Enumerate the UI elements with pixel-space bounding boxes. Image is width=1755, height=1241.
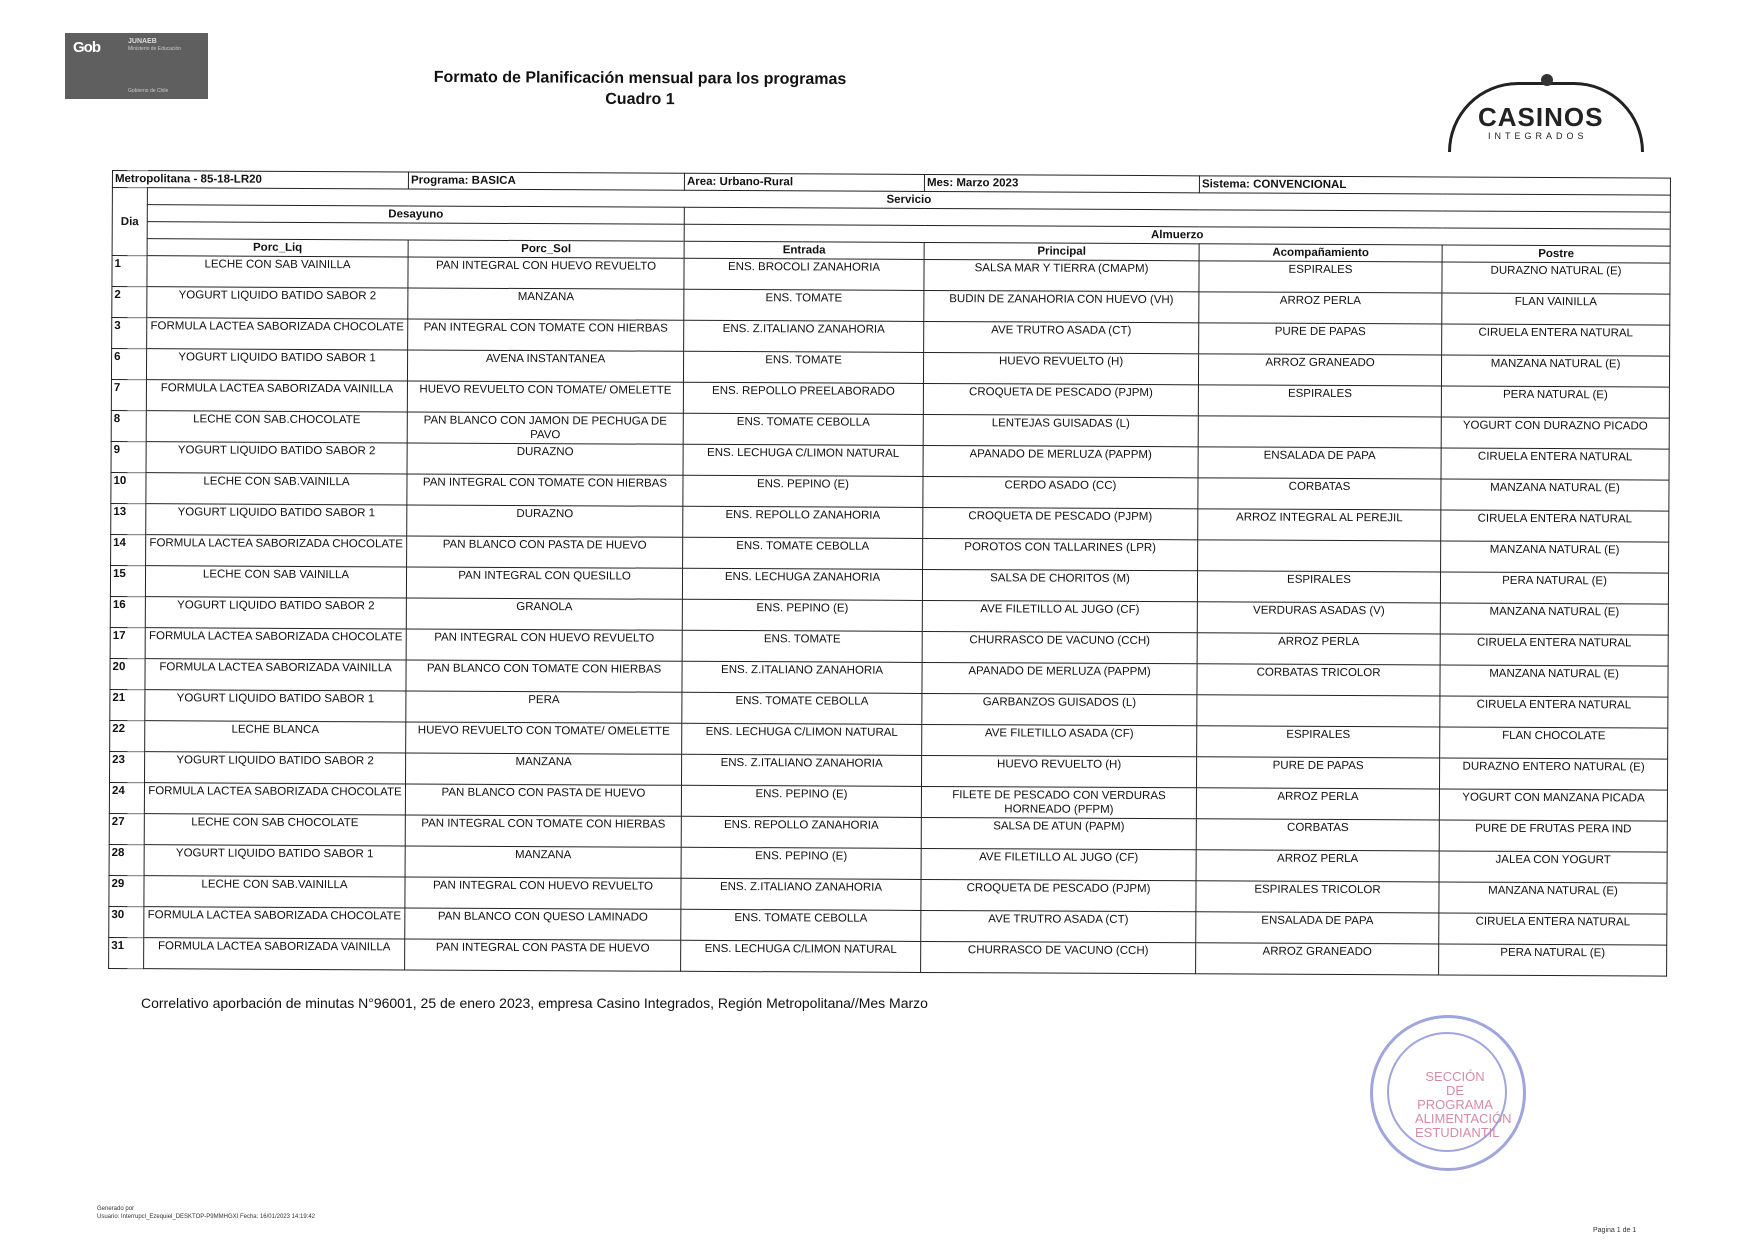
entrada-cell: ENS. BROCOLI ZANAHORIA bbox=[684, 258, 924, 290]
principal-cell: APANADO DE MERLUZA (PAPPM) bbox=[923, 445, 1198, 477]
principal-cell: LENTEJAS GUISADAS (L) bbox=[923, 414, 1198, 446]
header-sistema: Sistema: CONVENCIONAL bbox=[1199, 176, 1670, 195]
day-cell: 17 bbox=[110, 627, 145, 658]
acompanamiento-cell: ARROZ PERLA bbox=[1196, 788, 1439, 820]
day-cell: 29 bbox=[109, 875, 144, 906]
porc-sol-cell: MANZANA bbox=[405, 846, 681, 878]
entrada-cell: ENS. LECHUGA C/LIMON NATURAL bbox=[682, 723, 922, 755]
day-cell: 24 bbox=[109, 782, 144, 813]
acompanamiento-cell: ARROZ PERLA bbox=[1199, 292, 1442, 324]
porc-sol-cell: PAN BLANCO CON TOMATE CON HIERBAS bbox=[406, 660, 682, 692]
acompanamiento-cell: ARROZ PERLA bbox=[1196, 850, 1439, 882]
stamp-text: SECCIÓN DE PROGRAMA ALIMENTACIÓN ESTUDIANTIL bbox=[1415, 1069, 1512, 1140]
entrada-cell: ENS. Z.ITALIANO ZANAHORIA bbox=[682, 661, 922, 693]
acompanamiento-cell: ESPIRALES bbox=[1197, 726, 1440, 758]
entrada-cell: ENS. Z.ITALIANO ZANAHORIA bbox=[682, 754, 922, 786]
porc-liq-cell: YOGURT LIQUIDO BATIDO SABOR 1 bbox=[145, 690, 406, 722]
porc-sol-cell: GRANOLA bbox=[406, 598, 682, 630]
principal-cell: SALSA MAR Y TIERRA (CMAPM) bbox=[924, 259, 1199, 291]
porc-liq-cell: FORMULA LACTEA SABORIZADA VAINILLA bbox=[144, 938, 405, 970]
day-cell: 7 bbox=[111, 379, 146, 410]
title-line1: Formato de Planificación mensual para los programas bbox=[433, 68, 847, 89]
porc-sol-cell: AVENA INSTANTANEA bbox=[407, 350, 683, 382]
entrada-cell: ENS. REPOLLO ZANAHORIA bbox=[683, 506, 923, 538]
header-mes: Mes: Marzo 2023 bbox=[924, 174, 1199, 192]
logo-name: JUNAEB bbox=[128, 38, 157, 45]
footer-note: Correlativo aporbación de minutas N°96001, 25 de enero 2023, empresa Casino Integrados, Región Metropolitana//Mes Marzo bbox=[141, 995, 928, 1011]
acompanamiento-cell: CORBATAS bbox=[1198, 478, 1441, 510]
day-cell: 30 bbox=[109, 906, 144, 937]
principal-cell: SALSA DE ATUN (PAPM) bbox=[921, 817, 1196, 849]
postre-cell: CIRUELA ENTERA NATURAL bbox=[1442, 324, 1670, 356]
porc-sol-cell: MANZANA bbox=[408, 288, 684, 320]
day-cell: 6 bbox=[111, 349, 146, 380]
entrada-cell: ENS. PEPINO (E) bbox=[682, 599, 922, 631]
header-area: Area: Urbano-Rural bbox=[684, 173, 924, 191]
day-cell: 22 bbox=[110, 720, 145, 751]
postre-cell: FLAN VAINILLA bbox=[1442, 293, 1670, 325]
principal-cell: AVE FILETILLO AL JUGO (CF) bbox=[921, 848, 1196, 880]
porc-sol-cell: PAN BLANCO CON PASTA DE HUEVO bbox=[405, 784, 681, 816]
entrada-cell: ENS. TOMATE bbox=[684, 289, 924, 321]
principal-cell: CERDO ASADO (CC) bbox=[923, 476, 1198, 508]
planning-sheet bbox=[108, 170, 1670, 977]
entrada-cell: ENS. PEPINO (E) bbox=[681, 785, 921, 817]
porc-liq-cell: YOGURT LIQUIDO BATIDO SABOR 2 bbox=[145, 597, 406, 629]
porc-sol-cell: PERA bbox=[406, 691, 682, 723]
postre-cell: PERA NATURAL (E) bbox=[1440, 572, 1668, 604]
acompanamiento-cell: ARROZ PERLA bbox=[1197, 633, 1440, 665]
porc-sol-cell: HUEVO REVUELTO CON TOMATE/ OMELETTE bbox=[407, 381, 683, 413]
porc-sol-cell: PAN INTEGRAL CON PASTA DE HUEVO bbox=[405, 939, 681, 971]
acompanamiento-cell: ARROZ GRANEADO bbox=[1198, 354, 1441, 386]
postre-cell: DURAZNO ENTERO NATURAL (E) bbox=[1440, 758, 1668, 790]
postre-cell: CIRUELA ENTERA NATURAL bbox=[1440, 634, 1668, 666]
acompanamiento-cell: ENSALADA DE PAPA bbox=[1198, 447, 1441, 479]
principal-cell: BUDIN DE ZANAHORIA CON HUEVO (VH) bbox=[924, 290, 1199, 322]
porc-sol-cell: PAN BLANCO CON QUESO LAMINADO bbox=[405, 908, 681, 940]
day-cell: 27 bbox=[109, 813, 144, 844]
day-cell: 9 bbox=[111, 441, 146, 472]
entrada-cell: ENS. PEPINO (E) bbox=[681, 847, 921, 879]
porc-liq-cell: YOGURT LIQUIDO BATIDO SABOR 1 bbox=[146, 504, 407, 536]
porc-liq-cell: LECHE CON SAB VAINILLA bbox=[145, 566, 406, 598]
postre-cell: YOGURT CON DURAZNO PICADO bbox=[1441, 417, 1669, 449]
day-cell: 28 bbox=[109, 844, 144, 875]
acompanamiento-cell: ARROZ GRANEADO bbox=[1196, 943, 1439, 975]
entrada-cell: ENS. TOMATE CEBOLLA bbox=[683, 537, 923, 569]
porc-liq-cell: FORMULA LACTEA SABORIZADA CHOCOLATE bbox=[144, 783, 405, 815]
planning-table bbox=[108, 170, 1671, 977]
porc-sol-cell: PAN BLANCO CON PASTA DE HUEVO bbox=[407, 536, 683, 568]
porc-liq-cell: LECHE CON SAB.VAINILLA bbox=[146, 473, 407, 505]
postre-cell: MANZANA NATURAL (E) bbox=[1440, 665, 1668, 697]
postre-cell: CIRUELA ENTERA NATURAL bbox=[1441, 448, 1669, 480]
porc-liq-cell: FORMULA LACTEA SABORIZADA CHOCOLATE bbox=[146, 535, 407, 567]
day-cell: 14 bbox=[111, 534, 146, 565]
porc-sol-cell: PAN BLANCO CON JAMON DE PECHUGA DE PAVO bbox=[407, 412, 683, 444]
entrada-cell: ENS. REPOLLO PREELABORADO bbox=[683, 382, 923, 414]
porc-liq-cell: LECHE CON SAB.VAINILLA bbox=[144, 876, 405, 908]
acompanamiento-cell: ARROZ INTEGRAL AL PEREJIL bbox=[1198, 509, 1441, 541]
principal-cell: HUEVO REVUELTO (H) bbox=[922, 755, 1197, 787]
porc-sol-cell: PAN INTEGRAL CON HUEVO REVUELTO bbox=[406, 629, 682, 661]
postre-cell: DURAZNO NATURAL (E) bbox=[1442, 262, 1670, 294]
postre-cell: MANZANA NATURAL (E) bbox=[1441, 541, 1669, 573]
porc-sol-cell: MANZANA bbox=[406, 753, 682, 785]
acompanamiento-cell: ESPIRALES bbox=[1199, 261, 1442, 293]
porc-liq-cell: YOGURT LIQUIDO BATIDO SABOR 1 bbox=[146, 349, 407, 381]
day-cell: 3 bbox=[112, 318, 147, 349]
porc-liq-cell: YOGURT LIQUIDO BATIDO SABOR 2 bbox=[145, 752, 406, 784]
acompanamiento-cell bbox=[1197, 695, 1440, 727]
porc-liq-cell: FORMULA LACTEA SABORIZADA CHOCOLATE bbox=[147, 318, 408, 350]
porc-liq-cell: LECHE CON SAB VAINILLA bbox=[147, 256, 408, 288]
postre-cell: JALEA CON YOGURT bbox=[1439, 851, 1667, 883]
logo-mark: Gob bbox=[73, 39, 100, 56]
principal-cell: CROQUETA DE PESCADO (PJPM) bbox=[923, 507, 1198, 539]
postre-cell: CIRUELA ENTERA NATURAL bbox=[1441, 510, 1669, 542]
logo-brand: CASINOS bbox=[1478, 102, 1604, 132]
porc-liq-cell: LECHE CON SAB CHOCOLATE bbox=[144, 814, 405, 846]
col-acompanamiento: Acompañamiento bbox=[1199, 244, 1442, 262]
porc-liq-cell: FORMULA LACTEA SABORIZADA CHOCOLATE bbox=[145, 628, 406, 660]
entrada-cell: ENS. TOMATE bbox=[683, 351, 923, 383]
principal-cell: FILETE DE PESCADO CON VERDURAS HORNEADO (PFPM) bbox=[921, 786, 1196, 818]
principal-cell: SALSA DE CHORITOS (M) bbox=[922, 569, 1197, 601]
day-cell: 31 bbox=[109, 937, 144, 968]
acompanamiento-cell: ENSALADA DE PAPA bbox=[1196, 912, 1439, 944]
entrada-cell: ENS. TOMATE CEBOLLA bbox=[682, 692, 922, 724]
postre-cell: MANZANA NATURAL (E) bbox=[1439, 882, 1667, 914]
entrada-cell: ENS. TOMATE CEBOLLA bbox=[683, 413, 923, 445]
principal-cell: APANADO DE MERLUZA (PAPPM) bbox=[922, 662, 1197, 694]
generated-line1: Generado por bbox=[97, 1206, 135, 1212]
official-stamp bbox=[1370, 1015, 1526, 1171]
porc-liq-cell: LECHE BLANCA bbox=[145, 721, 406, 753]
entrada-cell: ENS. REPOLLO ZANAHORIA bbox=[681, 816, 921, 848]
page-number: Pagina 1 de 1 bbox=[1593, 1227, 1637, 1234]
postre-cell: MANZANA NATURAL (E) bbox=[1440, 603, 1668, 635]
entrada-cell: ENS. TOMATE bbox=[682, 630, 922, 662]
porc-sol-cell: PAN INTEGRAL CON HUEVO REVUELTO bbox=[408, 257, 684, 289]
acompanamiento-cell bbox=[1198, 540, 1441, 572]
col-desayuno: Desayuno bbox=[147, 205, 684, 225]
postre-cell: CIRUELA ENTERA NATURAL bbox=[1439, 913, 1667, 945]
porc-sol-cell: PAN INTEGRAL CON TOMATE CON HIERBAS bbox=[405, 815, 681, 847]
title-line2: Cuadro 1 bbox=[605, 90, 675, 109]
day-cell: 13 bbox=[111, 503, 146, 534]
principal-cell: AVE TRUTRO ASADA (CT) bbox=[924, 321, 1199, 353]
acompanamiento-cell bbox=[1198, 416, 1441, 448]
porc-sol-cell: HUEVO REVUELTO CON TOMATE/ OMELETTE bbox=[406, 722, 682, 754]
generated-by bbox=[97, 1205, 315, 1221]
acompanamiento-cell: PURE DE PAPAS bbox=[1199, 323, 1442, 355]
generated-line2: Usuario: Interrupcl_Ezequiel_DESKTOP-P9MMHGXI Fecha: 16/01/2023 14:19:42 bbox=[97, 1214, 316, 1220]
porc-sol-cell: PAN INTEGRAL CON TOMATE CON HIERBAS bbox=[407, 474, 683, 506]
porc-sol-cell: PAN INTEGRAL CON HUEVO REVUELTO bbox=[405, 877, 681, 909]
porc-sol-cell: DURAZNO bbox=[407, 505, 683, 537]
principal-cell: CROQUETA DE PESCADO (PJPM) bbox=[921, 879, 1196, 911]
entrada-cell: ENS. TOMATE CEBOLLA bbox=[681, 909, 921, 941]
principal-cell: HUEVO REVUELTO (H) bbox=[923, 352, 1198, 384]
acompanamiento-cell: VERDURAS ASADAS (V) bbox=[1197, 602, 1440, 634]
postre-cell: YOGURT CON MANZANA PICADA bbox=[1439, 789, 1667, 821]
porc-liq-cell: FORMULA LACTEA SABORIZADA CHOCOLATE bbox=[144, 907, 405, 939]
porc-liq-cell: FORMULA LACTEA SABORIZADA VAINILLA bbox=[146, 380, 407, 412]
day-cell: 1 bbox=[112, 256, 147, 287]
page-title bbox=[380, 67, 900, 112]
acompanamiento-cell: ESPIRALES bbox=[1198, 385, 1441, 417]
day-cell: 16 bbox=[110, 596, 145, 627]
postre-cell: MANZANA NATURAL (E) bbox=[1441, 479, 1669, 511]
col-servicio: Servicio bbox=[147, 188, 1670, 212]
day-cell: 21 bbox=[110, 689, 145, 720]
porc-liq-cell: YOGURT LIQUIDO BATIDO SABOR 1 bbox=[144, 845, 405, 877]
porc-sol-cell: PAN INTEGRAL CON TOMATE CON HIERBAS bbox=[408, 319, 684, 351]
postre-cell: PERA NATURAL (E) bbox=[1441, 386, 1669, 418]
postre-cell: FLAN CHOCOLATE bbox=[1440, 727, 1668, 759]
porc-sol-cell: DURAZNO bbox=[407, 443, 683, 475]
entrada-cell: ENS. PEPINO (E) bbox=[683, 475, 923, 507]
col-postre: Postre bbox=[1442, 245, 1670, 263]
col-entrada: Entrada bbox=[684, 241, 924, 259]
day-cell: 20 bbox=[110, 658, 145, 689]
col-principal: Principal bbox=[924, 242, 1199, 260]
principal-cell: AVE TRUTRO ASADA (CT) bbox=[921, 910, 1196, 942]
entrada-cell: ENS. LECHUGA C/LIMON NATURAL bbox=[681, 940, 921, 972]
acompanamiento-cell: ESPIRALES TRICOLOR bbox=[1196, 881, 1439, 913]
col-porc-sol: Porc_Sol bbox=[408, 240, 684, 258]
entrada-cell: ENS. LECHUGA C/LIMON NATURAL bbox=[683, 444, 923, 476]
day-cell: 23 bbox=[110, 751, 145, 782]
table-row bbox=[109, 937, 1667, 976]
principal-cell: POROTOS CON TALLARINES (LPR) bbox=[923, 538, 1198, 570]
entrada-cell: ENS. LECHUGA ZANAHORIA bbox=[682, 568, 922, 600]
postre-cell: PERA NATURAL (E) bbox=[1439, 944, 1667, 976]
postre-cell: CIRUELA ENTERA NATURAL bbox=[1440, 696, 1668, 728]
junaeb-logo bbox=[65, 33, 208, 99]
day-cell: 2 bbox=[112, 287, 147, 318]
casinos-logo bbox=[1448, 70, 1648, 140]
acompanamiento-cell: PURE DE PAPAS bbox=[1197, 757, 1440, 789]
col-almuerzo: Almuerzo bbox=[684, 224, 1670, 246]
postre-cell: MANZANA NATURAL (E) bbox=[1441, 355, 1669, 387]
principal-cell: AVE FILETILLO ASADA (CF) bbox=[922, 724, 1197, 756]
postre-cell: PURE DE FRUTAS PERA IND bbox=[1439, 820, 1667, 852]
entrada-cell: ENS. Z.ITALIANO ZANAHORIA bbox=[684, 320, 924, 352]
porc-liq-cell: YOGURT LIQUIDO BATIDO SABOR 2 bbox=[147, 287, 408, 319]
day-cell: 10 bbox=[111, 472, 146, 503]
acompanamiento-cell: CORBATAS bbox=[1196, 819, 1439, 851]
porc-liq-cell: FORMULA LACTEA SABORIZADA VAINILLA bbox=[145, 659, 406, 691]
acompanamiento-cell: CORBATAS TRICOLOR bbox=[1197, 664, 1440, 696]
logo-subtitle: Ministerio de Educación bbox=[128, 46, 182, 52]
principal-cell: CROQUETA DE PESCADO (PJPM) bbox=[923, 383, 1198, 415]
principal-cell: CHURRASCO DE VACUNO (CCH) bbox=[922, 631, 1197, 663]
principal-cell: GARBANZOS GUISADOS (L) bbox=[922, 693, 1197, 725]
logo-dot bbox=[1541, 74, 1553, 86]
porc-liq-cell: LECHE CON SAB.CHOCOLATE bbox=[146, 411, 407, 443]
day-cell: 15 bbox=[110, 565, 145, 596]
logo-gov: Gobierno de Chile bbox=[128, 88, 169, 94]
col-dia: Dia bbox=[112, 188, 147, 256]
header-programa: Programa: BASICA bbox=[408, 172, 684, 190]
acompanamiento-cell: ESPIRALES bbox=[1197, 571, 1440, 603]
day-cell: 8 bbox=[111, 410, 146, 441]
header-region: Metropolitana - 85-18-LR20 bbox=[112, 171, 408, 189]
porc-liq-cell: YOGURT LIQUIDO BATIDO SABOR 2 bbox=[146, 442, 407, 474]
col-porc-liq: Porc_Liq bbox=[147, 239, 408, 257]
logo-brand-sub: INTEGRADOS bbox=[1488, 131, 1588, 141]
principal-cell: CHURRASCO DE VACUNO (CCH) bbox=[921, 941, 1196, 973]
porc-sol-cell: PAN INTEGRAL CON QUESILLO bbox=[406, 567, 682, 599]
principal-cell: AVE FILETILLO AL JUGO (CF) bbox=[922, 600, 1197, 632]
entrada-cell: ENS. Z.ITALIANO ZANAHORIA bbox=[681, 878, 921, 910]
